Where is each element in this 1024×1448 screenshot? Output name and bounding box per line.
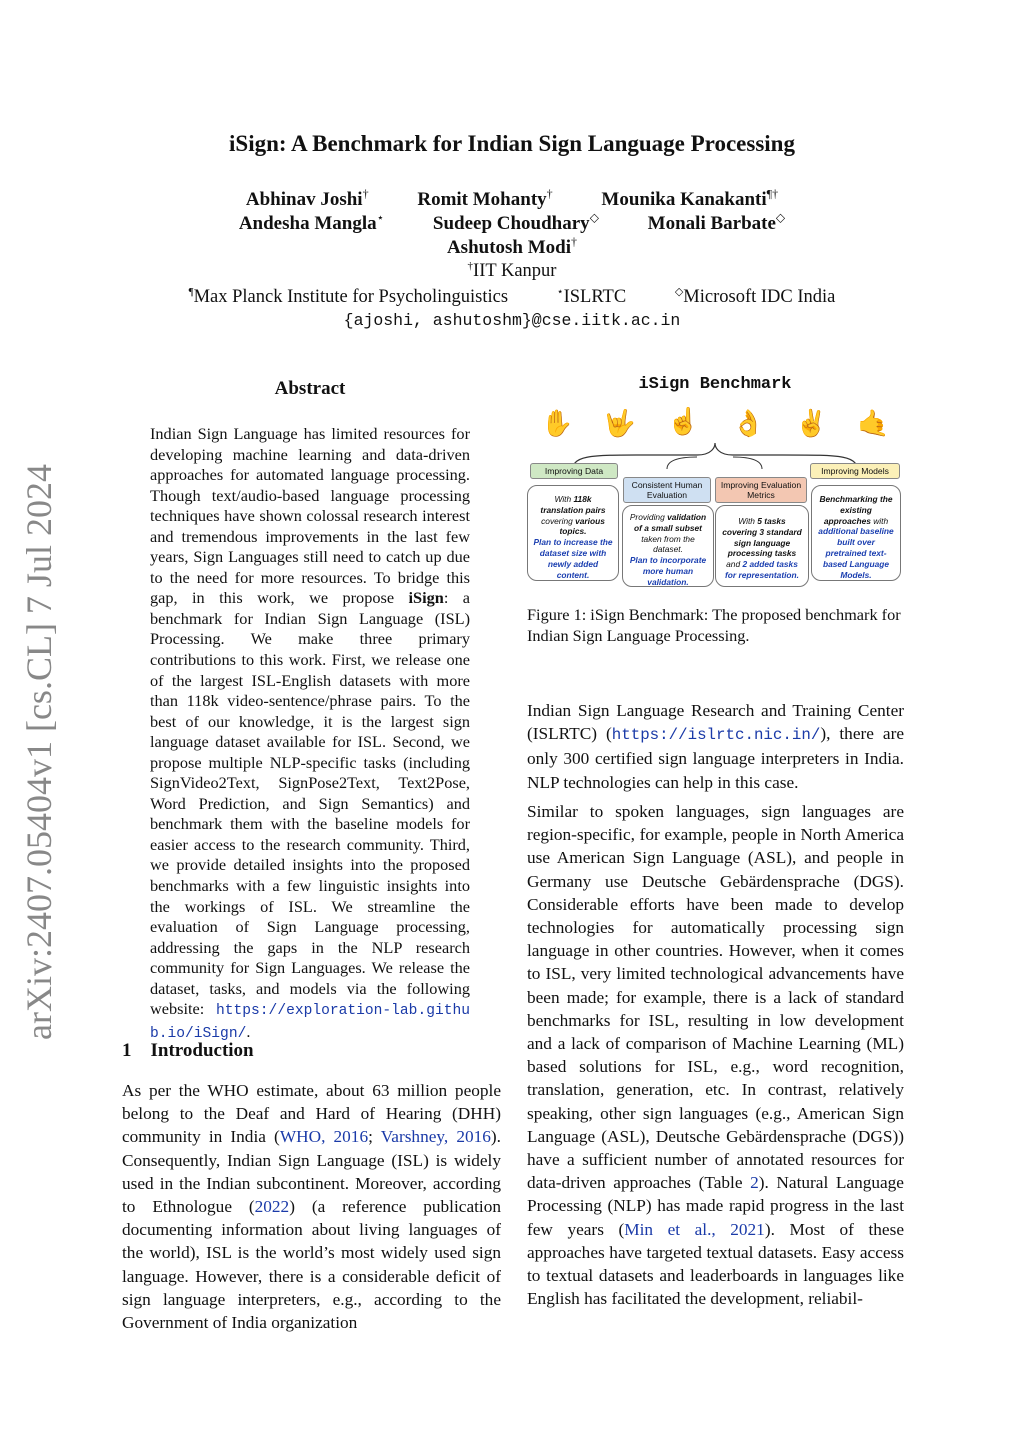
- box-improving-data: With 118k translation pairs covering various topics. Plan to increase the dataset size with newly added content.: [527, 485, 619, 581]
- table-reference[interactable]: 2: [750, 1173, 759, 1193]
- author: Ashutosh Modi†: [446, 235, 578, 259]
- tag-improving-data: Improving Data: [530, 463, 618, 479]
- section-heading: [122, 1040, 502, 1062]
- box-improving-evaluation-metrics: With 5 tasks covering 3 standard sign language processing tasks and 2 added tasks for representation.: [715, 505, 809, 587]
- arxiv-identifier: arXiv:2407.05404v1 [cs.CL] 7 Jul 2024: [19, 464, 59, 1040]
- box-consistent-human-evaluation: Providing validation of a small subset taken from the dataset. Plan to incorporate more human validation.: [622, 505, 714, 587]
- author: Abhinav Joshi†: [245, 187, 369, 211]
- tag-improving-evaluation-metrics: Improving Evaluation Metrics: [715, 477, 807, 503]
- author: Mounika Kanakanti¶†: [601, 187, 779, 211]
- citation-link[interactable]: Min et al., 2021: [624, 1219, 765, 1239]
- paper-title: iSign: A Benchmark for Indian Sign Language Processing: [229, 131, 795, 156]
- abstract-url[interactable]: https://exploration-lab.github.io/iSign/: [150, 1003, 470, 1042]
- citation-link[interactable]: 2022: [254, 1197, 290, 1217]
- intro-paragraph-3: Similar to spoken languages, sign languages are region-specific, for example, people in North America use American Sign Language (ASL), and people in Germany use Deutsche Gebärdensprache (DGS). Considerable efforts have been made to develop technologies for automatically processing sign language in other countries. However, when it comes to ISL, very limited technological advancements have been made; for example, there is a lack of standard benchmarks for ISL, resulting in low development and a lack of comparison of Machine Learning (ML) based solutions for ISL, e.g., word recognition, translation, generation, etc. In contrast, relatively speaking, other sign languages (e.g., American Sign Language (ASL), Deutsche Gebärdensprache (DGS)) have a sufficient number of annotated resources for data-driven approaches (Table 2). Natural Language Processing (NLP) has made rapid progress in the last few years (Min et al., 2021). Most of these approaches have targeted textual datasets. Easy access to textual datasets and leaderboards in languages like English has facilitated the development, reliabil-: [527, 802, 904, 1309]
- tag-consistent-human-evaluation: Consistent Human Evaluation: [623, 477, 711, 503]
- author: Andesha Mangla⋆: [238, 211, 385, 235]
- hand-sign-icon: ☝: [667, 407, 700, 436]
- islrtc-url[interactable]: https://islrtc.nic.in/: [611, 726, 821, 745]
- figure-1: [527, 375, 903, 590]
- author-line-3: [0, 235, 1024, 259]
- author-line-1: [0, 187, 1024, 211]
- figure-title: iSign Benchmark: [638, 375, 792, 394]
- email: {ajoshi, ashutoshm}@cse.iitk.ac.in: [343, 311, 681, 330]
- intro-paragraph-2: Indian Sign Language Research and Training Center (ISLRTC) (https://islrtc.nic.in/), there are only 300 certified sign language interpreters in India. NLP technologies can help in this case.: [527, 701, 904, 792]
- section-title: Introduction: [150, 1040, 254, 1061]
- intro-paragraph-1: As per the WHO estimate, about 63 million people belong to the Deaf and Hard of Hearing (DHH) community in India (WHO, 2016; Varshney, 2016). Consequently, Indian Sign Language (ISL) is widely used in the Indian subcontinent. Moreover, according to Ethnologue (2022) (a reference publication documenting information about living languages of the world), ISL is the world’s most widely used sign language. However, there is a considerable deficit of sign language interpreters, e.g., according to the Government of India organization: [122, 1081, 501, 1333]
- abstract-heading: Abstract: [274, 378, 346, 399]
- affiliation-2: ¶Max Planck Institute for Psycholinguistics ⋆ISLRTC ◇Microsoft IDC India: [188, 286, 836, 308]
- hand-sign-icon: 👌: [732, 409, 765, 438]
- author: Monali Barbate◇: [647, 211, 786, 235]
- author: Sudeep Choudhary◇: [432, 211, 599, 235]
- box-improving-models: Benchmarking the existing approaches with additional baseline built over pretrained text-based Language Models.: [811, 485, 901, 581]
- abstract-body: Indian Sign Language has limited resources for developing machine learning and data-driven approaches for automated language processing. Though text/audio-based language processing techniques have shown colossal research interest and tremendous improvements in the last few years, Sign Languages still need to catch up due to the need for more resources. To bridge this gap, in this work, we propose iSign: a benchmark for Indian Sign Language (ISL) Processing. We make three primary contributions to this work. First, we release one of the largest ISL-English datasets with more than 118k video-sentence/phrase pairs. To the best of our knowledge, it is the largest sign language dataset available for ISL. Second, we propose multiple NLP-specific tasks (including SignVideo2Text, SignPose2Text, Text2Pose, Word Prediction, and Sign Semantics) and benchmark them with the baseline models for easier access to the research community. Third, we provide detailed insights into the proposed benchmarks with a few linguistic insights into the workings of ISL. We streamline the evaluation of Sign Language processing, addressing the gaps in the NLP research community for Sign Languages. We release the dataset, tasks, and models via the following website: https://exploration-lab.github.io/iSign/.: [150, 424, 471, 1042]
- hand-sign-icon: ✋: [541, 409, 574, 438]
- hand-sign-icon: ✌: [795, 409, 828, 438]
- hand-sign-icon: 🤟: [603, 409, 636, 438]
- affiliation-1: †IIT Kanpur: [467, 260, 557, 282]
- citation-link[interactable]: Varshney, 2016: [380, 1127, 491, 1147]
- figure-caption: Figure 1: iSign Benchmark: The proposed benchmark for Indian Sign Language Processing.: [527, 605, 901, 645]
- isign-bold: iSign: [408, 588, 444, 608]
- citation-link[interactable]: WHO, 2016: [279, 1127, 369, 1147]
- hand-sign-icon: 🤙: [857, 409, 890, 438]
- author: Romit Mohanty†: [417, 187, 553, 211]
- author-line-2: [0, 211, 1024, 235]
- section-number: 1: [122, 1040, 132, 1061]
- tag-improving-models: Improving Models: [810, 463, 900, 479]
